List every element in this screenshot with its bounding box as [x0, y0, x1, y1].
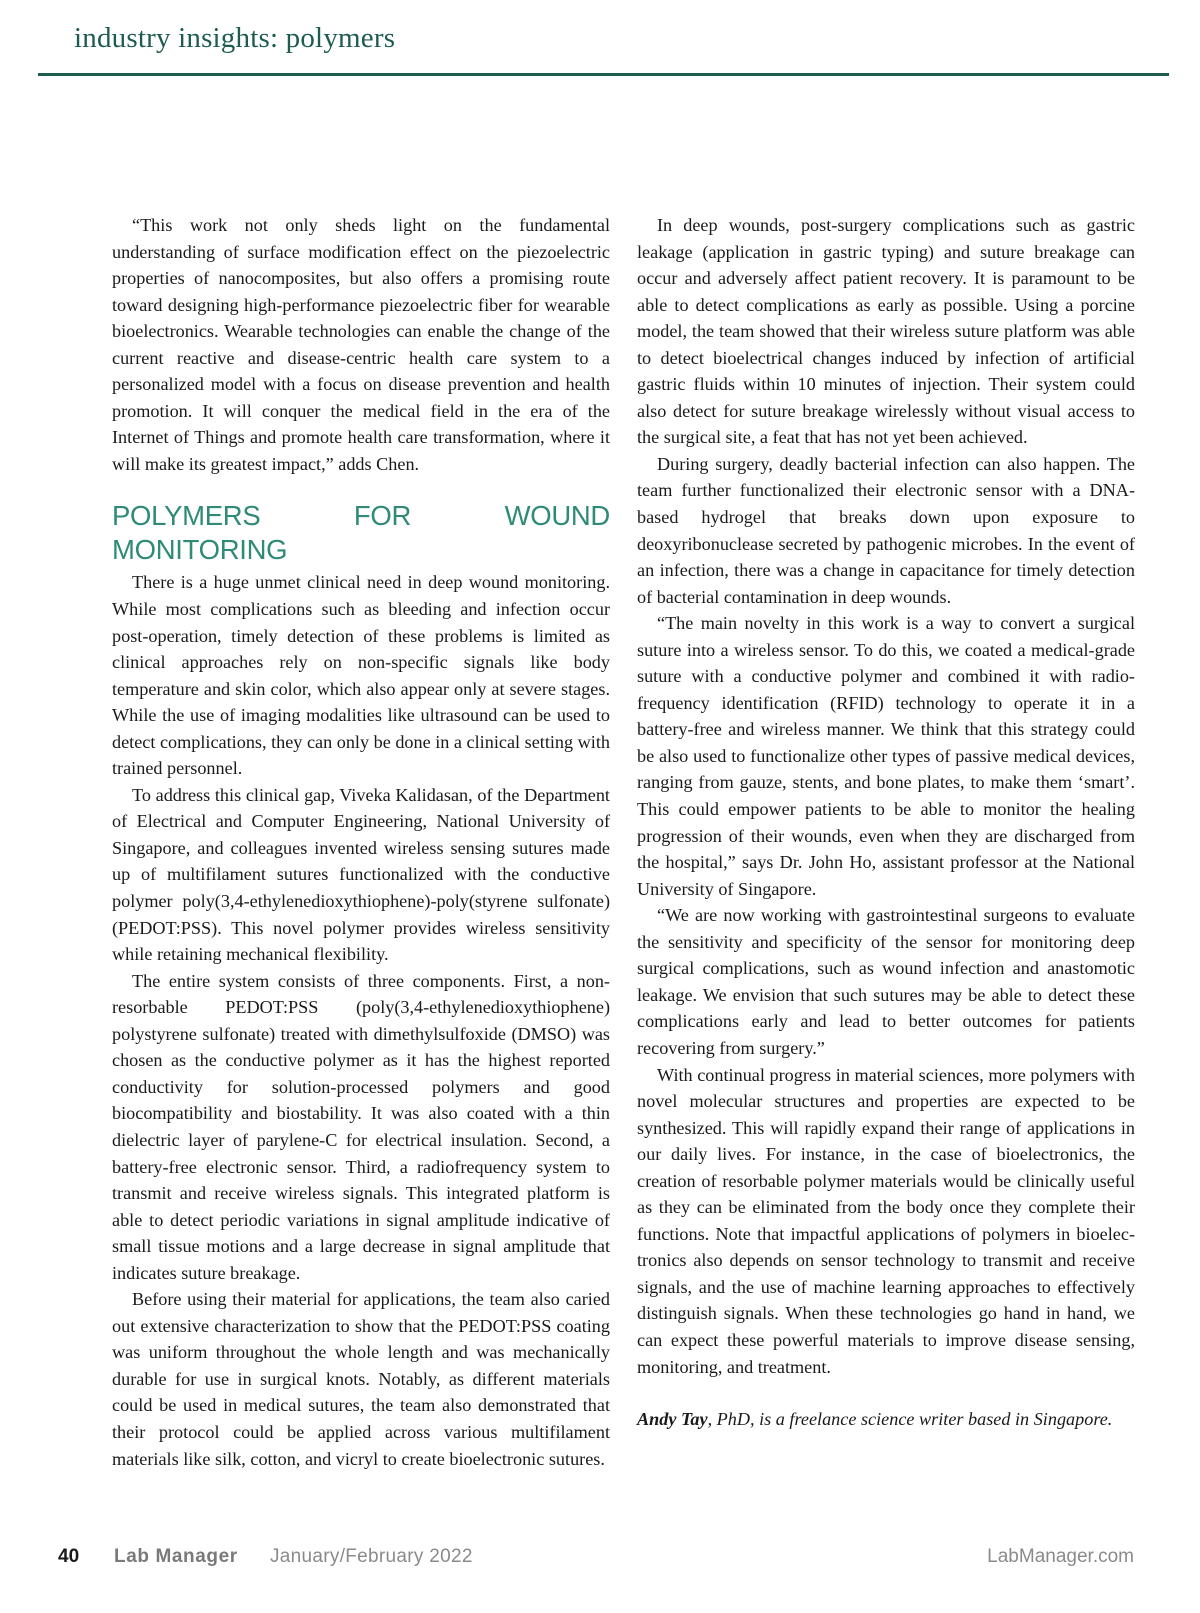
page-header: [38, 18, 1169, 76]
website-link[interactable]: LabManager.com: [987, 1546, 1134, 1567]
body-paragraph: There is a huge unmet clinical need in deep wound monitoring. While most complications such as bleeding and infection occur post-operation, timely detection of these problems is limited as clinical approaches rely on non-specific signals like body temperature and skin color, which also appear only at severe stages. While the use of imaging modalities like ultrasound can be used to detect complications, they can only be done in a clinical setting with trained personnel.: [112, 572, 610, 779]
section-heading: POLYMERS FOR WOUND MONITORING: [112, 500, 610, 566]
body-paragraph: With continual progress in material sciences, more polymers with novel molecular structures and properties are expected to be synthesized. This will rapidly expand their range of applications in our daily lives. For instance, in the case of bioelectronics, the creation of resorbable polymer materials would be clinically useful as they can be eliminated from the body once they complete their functions. Note that impactful applications of polymers in bioelectronics also depends on sensor technology to transmit and receive signals, and the use of machine learning approaches to effectively distinguish signals. When these technologies go hand in hand, we can expect these powerful materials to improve disease sensing, monitoring, and treatment.: [637, 1064, 1135, 1377]
author-byline: [637, 1406, 1135, 1433]
body-paragraph: “This work not only sheds light on the fundamental understanding of surface modification effect on the piezoelectric properties of nanocomposites, but also offers a promising route toward designing high-performance piezoelectric fiber for wearable bioelectronics. Wearable technologies can enable the change of the current reactive and disease-centric health care system to a personalized model with a focus on disease prevention and health promotion. It will conquer the medical field in the era of the Internet of Things and promote health care transformation, where it will make its greatest impact,” adds Chen.: [112, 215, 610, 474]
author-name: Andy Tay: [637, 1409, 708, 1430]
author-bio: , PhD, is a freelance science writer based in Singapore.: [707, 1409, 1113, 1430]
article-column-right: [637, 212, 1135, 1433]
section-title: industry insights: polymers: [74, 22, 396, 54]
body-paragraph: During surgery, deadly bacterial infection can also happen. The team further functionalized their electronic sensor with a DNA-based hydrogel that breaks down upon exposure to deoxyribonuclease secreted by pathogenic microbes. In the event of an infection, there was a change in capacitance for timely detection of bacterial contamination in deep wounds.: [637, 453, 1135, 607]
body-paragraph: “The main novelty in this work is a way to convert a surgical suture into a wireless sensor. To do this, we coated a medical-grade suture with a conductive polymer and combined it with radio-frequency identification (RFID) technology to operate it in a battery-free and wireless manner. We think that this strategy could be also used to functionalize other types of passive medical devices, ranging from gauze, stents, and bone plates, to make them ‘smart’. This could empower patients to be able to monitor the healing progression of their wounds, even when they are discharged from the hospital,” says Dr. John Ho, assistant professor at the National University of Singapore.: [637, 613, 1135, 899]
page-footer: [58, 1546, 1134, 1576]
body-paragraph: To address this clinical gap, Viveka Kalidasan, of the Department of Electrical and Computer Engineering, National University of Singapore, and colleagues invented wireless sensing sutures made up of multifilament sutures functionalized with the conductive polymer poly(3,4-ethylenedioxythiophene)-poly(styrene sulfonate) (PEDOT:PSS). This novel polymer provides wireless sensitivity while retaining mechanical flexibility.: [112, 784, 610, 965]
body-paragraph: The entire system consists of three components. First, a non-resorbable PEDOT:PSS (poly(3,4-ethylenedioxythiophene) polystyrene sulfonate) treated with dimethylsulfoxide (DMSO) was chosen as the conductive polymer as it has the highest reported conductivity for solution-processed polymers and good biocompatibility and biostability. It was also coated with a thin dielectric layer of parylene-C for electrical insulation. Second, a battery-free electronic sensor. Third, a radiofrequency system to transmit and receive wireless signals. This integrated platform is able to detect periodic variations in signal amplitude indicative of small tissue motions and a large decrease in signal amplitude that indicates suture breakage.: [112, 970, 610, 1283]
magazine-name: Lab Manager: [114, 1546, 238, 1567]
issue-date: January/February 2022: [270, 1546, 473, 1567]
page-number: 40: [58, 1546, 80, 1567]
article-column-left: [112, 212, 610, 1472]
body-paragraph: Before using their material for applications, the team also caried out extensive characterization to show that the PEDOT:PSS coating was uniform throughout the whole length and was mechanically durable for use in surgical knots. Notably, as different materials could be used in medical sutures, the team also demonstrated that their protocol could be applied across various multifilament materials like silk, cotton, and vicryl to create bioelectronic sutures.: [112, 1289, 610, 1469]
body-paragraph: In deep wounds, post-surgery complications such as gastric leakage (application in gastric typing) and suture breakage can occur and adversely affect patient recovery. It is paramount to be able to detect complications as early as possible. Using a porcine model, the team showed that their wireless suture platform was able to detect bioelectrical changes induced by infection of artificial gastric fluids within 10 minutes of injection. Their system could also detect for suture breakage wirelessly without visual access to the surgical site, a feat that has not yet been achieved.: [637, 215, 1135, 448]
body-paragraph: “We are now working with gastrointestinal surgeons to evaluate the sensitivity and specificity of the sensor for monitoring deep surgical complications, such as wound infection and anastomotic leakage. We envision that such sutures may be able to detect these complications early and lead to better outcomes for patients recovering from surgery.”: [637, 905, 1135, 1058]
